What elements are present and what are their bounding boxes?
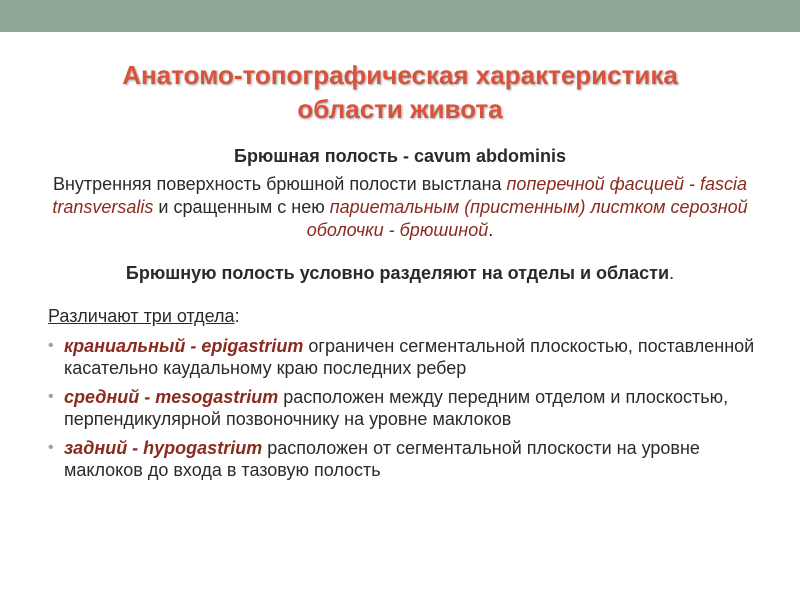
title-line-2: области живота [297, 94, 503, 124]
section-description: расположен между передним отделом и плоскостью, перпендикулярной позвоночнику на уровне маклоков [64, 387, 729, 429]
intro-text-3: . [488, 220, 494, 240]
intro-text-1: Внутренняя поверхность брюшной полости выстлана [52, 174, 507, 194]
list-item [46, 335, 766, 379]
top-bar [0, 0, 800, 32]
section-term: краниальный - epigastrium [64, 336, 304, 356]
section-term: средний - mesogastrium [64, 387, 279, 407]
intro-paragraph [45, 173, 755, 242]
sections-list [46, 335, 766, 488]
sections-intro-colon: : [234, 306, 240, 326]
section-description: ограничен сегментальной плоскостью, поставленной касательно каудальному краю последних ребер [64, 336, 755, 378]
section-description: расположен от сегментальной плоскости на уровне маклоков до входа в тазовую полость [64, 438, 700, 480]
bullet-icon: • [48, 388, 54, 405]
division-bold-text: Брюшную полость условно разделяют на отделы и области [125, 263, 670, 283]
bullet-icon: • [48, 439, 54, 456]
list-item [46, 437, 766, 481]
list-item [46, 386, 766, 430]
intro-term-peritoneum: париетальным (пристенным) листком серозной оболочки - брюшиной [306, 197, 748, 240]
division-end: . [669, 263, 675, 283]
sections-intro-label: Различают три отдела [48, 306, 235, 326]
sections-intro [48, 306, 240, 327]
bullet-icon: • [48, 337, 54, 354]
title-line-1: Анатомо-топографическая характеристика [122, 60, 678, 90]
intro-text-2: и сращенным с нею [153, 197, 330, 217]
page-title [40, 58, 760, 126]
intro-term-fascia: поперечной фасцией - fascia transversalis [52, 174, 748, 217]
division-statement [40, 263, 760, 284]
section-term: задний - hypogastrium [64, 438, 263, 458]
section-heading: Брюшная полость - cavum abdominis [234, 146, 566, 166]
